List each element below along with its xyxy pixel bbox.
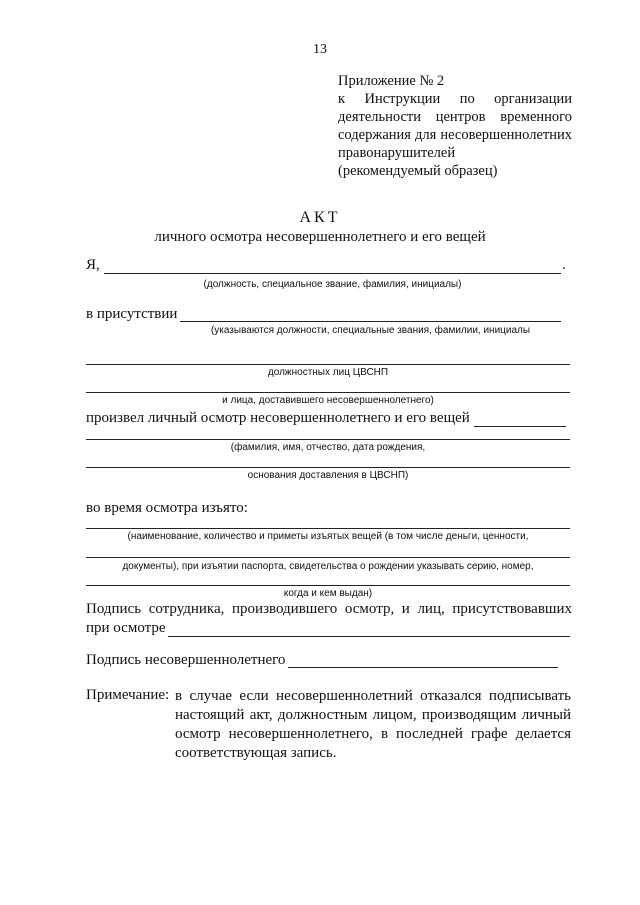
document-subtitle: личного осмотра несовершеннолетнего и его вещей xyxy=(154,229,486,245)
page-number: 13 xyxy=(313,42,327,57)
fill-line-items[interactable] xyxy=(86,528,570,529)
fill-line-delivered[interactable] xyxy=(86,392,570,393)
ya-label: Я, xyxy=(86,257,100,273)
fill-line-grounds[interactable] xyxy=(86,467,570,468)
person-caption: (фамилия, имя, отчество, дата рождения, xyxy=(230,442,426,453)
appendix-line: к Инструкции по организации xyxy=(338,91,572,107)
documents-caption: документы), при изъятии паспорта, свидетельства о рождении указывать серию, номер, xyxy=(122,561,534,572)
note-line: в случае если несовершеннолетний отказался подписывать xyxy=(175,688,571,704)
items-caption: (наименование, количество и приметы изъятых вещей (в том числе деньги, ценности, xyxy=(127,531,529,542)
note-body xyxy=(175,687,571,763)
fill-line-documents[interactable] xyxy=(86,557,570,558)
presence-label: в присутствии xyxy=(86,306,178,322)
note-line: осмотр несовершеннолетнего, в последней графе делается xyxy=(175,726,571,742)
appendix-line: (рекомендуемый образец) xyxy=(338,163,498,179)
note-label: Примечание: xyxy=(86,687,170,703)
fill-line-person[interactable] xyxy=(86,439,570,440)
note-line: соответствующая запись. xyxy=(175,745,337,761)
appendix-header xyxy=(338,72,572,180)
ya-dot: . xyxy=(562,257,566,273)
ya-caption: (должность, специальное звание, фамилия, инициалы) xyxy=(203,279,462,290)
seized-label: во время осмотра изъято: xyxy=(86,500,248,516)
grounds-caption: основания доставления в ЦВСНП) xyxy=(247,470,409,481)
fill-line-performed[interactable] xyxy=(474,426,566,427)
fill-line-presence[interactable] xyxy=(180,321,561,322)
appendix-line: содержания для несовершеннолетних xyxy=(338,127,572,143)
officials-caption: должностных лиц ЦВСНП xyxy=(267,367,389,378)
fill-line-staff-signature[interactable] xyxy=(168,636,570,637)
appendix-title: Приложение № 2 xyxy=(338,73,445,89)
fill-line-issued[interactable] xyxy=(86,585,570,586)
note-line: настоящий акт, должностным лицом, производящим личный xyxy=(175,707,571,723)
staff-signature-label-cont: при осмотре xyxy=(86,620,166,636)
document-title: АКТ xyxy=(299,209,341,226)
issued-caption: когда и кем выдан) xyxy=(283,588,373,599)
fill-line-minor-signature[interactable] xyxy=(288,667,558,668)
minor-signature-label: Подпись несовершеннолетнего xyxy=(86,652,286,668)
presence-caption: (указываются должности, специальные звания, фамилии, инициалы xyxy=(210,325,531,336)
fill-line-ya[interactable] xyxy=(104,273,561,274)
delivered-caption: и лица, доставившего несовершеннолетнего) xyxy=(222,395,434,406)
fill-line-officials[interactable] xyxy=(86,364,570,365)
staff-signature-label: Подпись сотрудника, производившего осмотр, и лиц, присутствовавших xyxy=(86,601,572,617)
appendix-line: деятельности центров временного xyxy=(338,109,572,125)
performed-label: произвел личный осмотр несовершеннолетнего и его вещей xyxy=(86,410,470,426)
appendix-line: правонарушителей xyxy=(338,145,456,161)
